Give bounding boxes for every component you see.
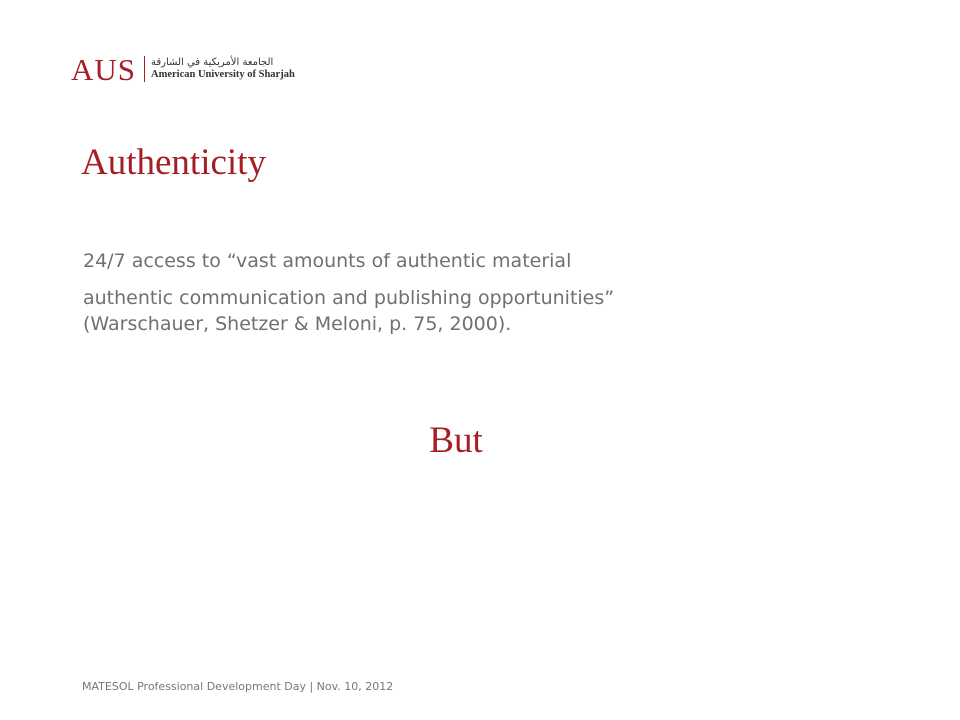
body-paragraph-2 bbox=[83, 285, 614, 337]
logo-divider bbox=[144, 56, 145, 82]
logo-text bbox=[151, 58, 295, 81]
body-line-2: authentic communication and publishing opportunities” bbox=[83, 287, 615, 309]
logo-arabic-name: الجامعة الأمريكية في الشارقة bbox=[151, 56, 274, 68]
center-word: But bbox=[429, 420, 483, 461]
logo-mark: AUS bbox=[71, 51, 137, 87]
body-line-1: 24/7 access to “vast amounts of authentic material bbox=[83, 250, 572, 272]
aus-logo bbox=[71, 52, 295, 86]
logo-english-name: American University of Sharjah bbox=[151, 68, 295, 80]
slide-title: Authenticity bbox=[81, 142, 266, 183]
slide-footer: MATESOL Professional Development Day | Nov. 10, 2012 bbox=[82, 680, 394, 693]
body-line-3: (Warschauer, Shetzer & Meloni, p. 75, 2000). bbox=[83, 313, 512, 335]
